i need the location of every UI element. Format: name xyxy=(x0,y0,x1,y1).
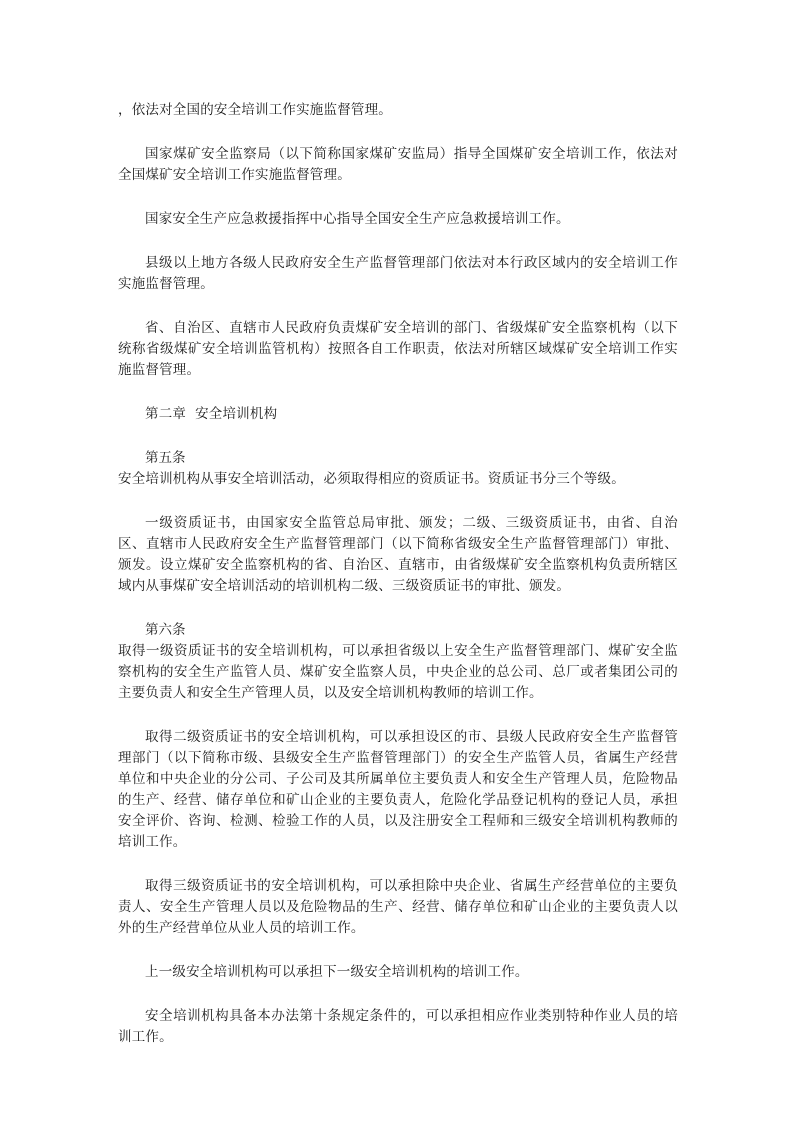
article-5-label: 第五条 xyxy=(145,450,186,466)
document-page xyxy=(118,100,678,1071)
paragraph-county-level: 县级以上地方各级人民政府安全生产监督管理部门依法对本行政区域内的安全培训工作实施监督管理。 xyxy=(118,255,678,292)
article-6-label: 第六条 xyxy=(145,622,186,638)
paragraph-provincial: 省、自治区、直辖市人民政府负责煤矿安全培训的部门、省级煤矿安全监察机构（以下统称省级煤矿安全培训监管机构）按照各自工作职责，依法对所辖区域煤矿安全培训工作实施监督管理。 xyxy=(118,320,678,378)
article-6-paragraph-3: 取得三级资质证书的安全培训机构，可以承担除中央企业、省属生产经营单位的主要负责人、安全生产管理人员以及危险物品的生产、经营、储存单位和矿山企业的主要负责人以外的生产经营单位从业人员的培训工作。 xyxy=(118,878,678,936)
article-6-body: 取得一级资质证书的安全培训机构，可以承担省级以上安全生产监督管理部门、煤矿安全监察机构的安全生产监管人员、煤矿安全监察人员，中央企业的总公司、总厂或者集团公司的主要负责人和安全生产管理人员，以及安全培训机构教师的培训工作。 xyxy=(118,643,678,701)
paragraph-continuation: ，依法对全国的安全培训工作实施监督管理。 xyxy=(118,102,392,118)
article-5-paragraph-2: 一级资质证书，由国家安全监管总局审批、颁发；二级、三级资质证书，由省、自治区、直辖市人民政府安全生产监督管理部门（以下简称省级安全生产监督管理部门）审批、颁发。设立煤矿安全监察机构的省、自治区、直辖市，由省级煤矿安全监察机构负责所辖区域内从事煤矿安全培训活动的培训机构二级、三级资质证书的审批、颁发。 xyxy=(118,515,678,594)
article-6-paragraph-4: 上一级安全培训机构可以承担下一级安全培训机构的培训工作。 xyxy=(145,964,529,980)
paragraph-coal-mine-bureau: 国家煤矿安全监察局（以下简称国家煤矿安监局）指导全国煤矿安全培训工作，依法对全国煤矿安全培训工作实施监督管理。 xyxy=(118,146,678,183)
paragraph-emergency-center: 国家安全生产应急救援指挥中心指导全国安全生产应急救援培训工作。 xyxy=(145,211,570,227)
article-6-paragraph-2: 取得二级资质证书的安全培训机构，可以承担设区的市、县级人民政府安全生产监督管理部门（以下简称市级、县级安全生产监督管理部门）的安全生产监管人员，省属生产经营单位和中央企业的分公司、子公司及其所属单位主要负责人和安全生产管理人员，危险物品的生产、经营、储存单位和矿山企业的主要负责人，危险化学品登记机构的登记人员，承担安全评价、咨询、检测、检验工作的人员，以及注册安全工程师和三级安全培训机构教师的培训工作。 xyxy=(118,729,678,850)
article-6-paragraph-5: 安全培训机构具备本办法第十条规定条件的，可以承担相应作业类别特种作业人员的培训工作。 xyxy=(118,1008,678,1045)
chapter-heading: 第二章 安全培训机构 xyxy=(145,406,278,422)
article-5-body: 安全培训机构从事安全培训活动，必须取得相应的资质证书。资质证书分三个等级。 xyxy=(118,471,625,487)
